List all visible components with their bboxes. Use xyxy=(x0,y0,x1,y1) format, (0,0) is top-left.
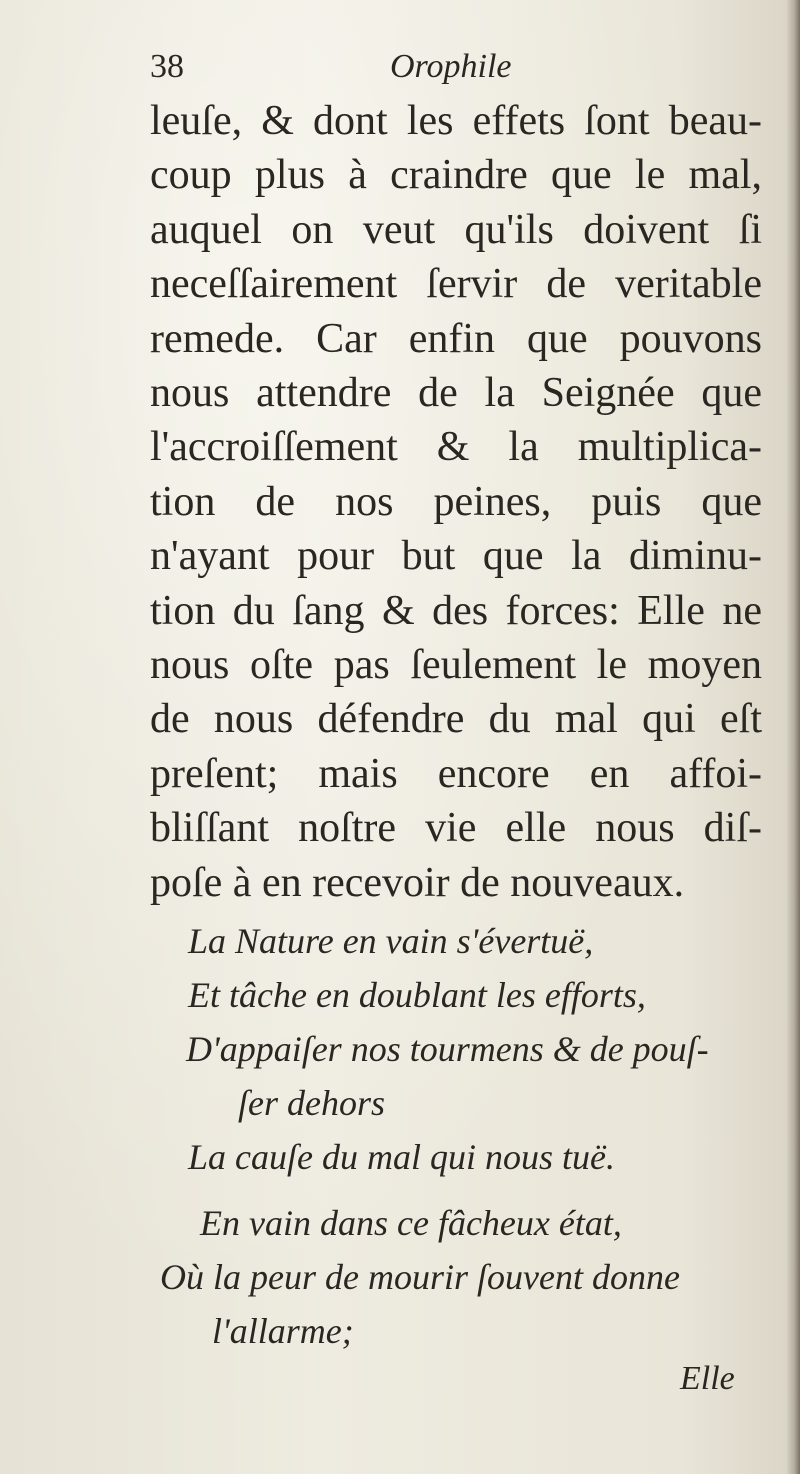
prose-line: remede. Car enfin que pouvons xyxy=(150,315,762,362)
verse-line: Et tâche en doublant les efforts, xyxy=(188,975,646,1015)
prose-line: coup plus à craindre que le mal, xyxy=(150,152,762,199)
prose-line: preſent; mais encore en affoi- xyxy=(150,750,762,797)
running-title: Orophile xyxy=(390,48,512,85)
prose-line: auquel on veut qu'ils doivent ſi xyxy=(150,206,762,253)
verse-line: La Nature en vain s'évertuë, xyxy=(188,921,594,961)
prose-line: de nous défendre du mal qui eſt xyxy=(150,696,762,743)
verse-line: La cauſe du mal qui nous tuë. xyxy=(188,1137,615,1177)
verse-line: ſer dehors xyxy=(238,1083,385,1123)
verse-line: D'appaiſer nos tourmens & de pouſ- xyxy=(186,1029,709,1069)
verse-line: l'allarme; xyxy=(212,1311,354,1351)
prose-line: leuſe, & dont les effets ſont beau- xyxy=(150,98,762,144)
prose-line: nous oſte pas ſeulement le moyen xyxy=(150,642,762,689)
verse-line: Où la peur de mourir ſouvent donne xyxy=(160,1257,680,1297)
verse-stanza-1 xyxy=(150,914,770,1184)
prose-line: n'ayant pour but que la diminu- xyxy=(150,533,762,580)
prose-line: poſe à en recevoir de nouveaux. xyxy=(150,859,685,906)
verse-stanza-2 xyxy=(150,1196,770,1358)
prose-line: l'accroiſſement & la multiplica- xyxy=(150,424,762,471)
prose-line: nous attendre de la Seignée que xyxy=(150,370,762,417)
verse-line: En vain dans ce fâcheux état, xyxy=(200,1203,622,1243)
page-edge-shadow xyxy=(786,0,800,1474)
prose-line: neceſſairement ſervir de veritable xyxy=(150,261,762,308)
prose-line: tion du ſang & des forces: Elle ne xyxy=(150,587,762,634)
prose-paragraph xyxy=(150,94,762,910)
catchword: Elle xyxy=(680,1360,735,1397)
page-number: 38 xyxy=(150,48,184,85)
prose-line: tion de nos peines, puis que xyxy=(150,478,762,525)
page-header xyxy=(150,48,750,92)
prose-line: bliſſant noſtre vie elle nous diſ- xyxy=(150,805,762,852)
